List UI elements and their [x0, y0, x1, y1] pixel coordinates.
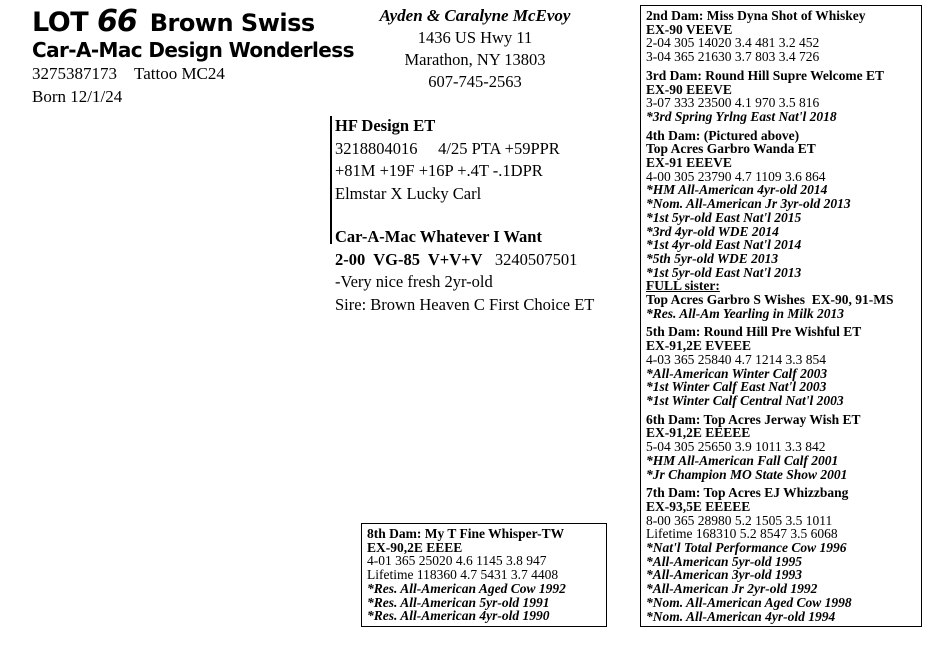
registration-number: 3275387173 [32, 64, 117, 83]
dam-5-honor: *All-American Winter Calf 2003 [646, 365, 828, 381]
dam-4-record: 4-00 305 23790 4.7 1109 3.6 864 [646, 168, 826, 184]
dam-7-honor: *Nom. All-American Aged Cow 1998 [646, 594, 852, 610]
dam-name: Car-A-Mac Whatever I Want [335, 227, 542, 246]
full-sister-name: Top Acres Garbro S Wishes EX-90, 91-MS [646, 292, 894, 308]
dam-2-record: 2-04 305 14020 3.4 481 3.2 452 [646, 35, 820, 51]
dam-8-lifetime: Lifetime 118360 4.7 5431 3.7 4408 [367, 567, 559, 583]
dam-7-score: EX-93,5E EEEEE [646, 498, 751, 514]
dam-6-section [646, 413, 916, 482]
birth-date: Born 12/1/24 [32, 87, 123, 106]
dam-4-score: EX-91 EEEVE [646, 155, 732, 171]
dam-8-honor: *Res. All-American 5yr-old 1991 [367, 594, 550, 610]
dam-5-title: 5th Dam: Round Hill Pre Wishful ET [646, 324, 862, 340]
lot-title [32, 4, 315, 39]
dam-3-section [646, 69, 916, 124]
dam-registration: 3240507501 [494, 249, 578, 269]
dam-7-honor: *All-American Jr 2yr-old 1992 [646, 581, 818, 597]
consignor-phone: 607-745-2563 [428, 72, 522, 91]
dam-3-record: 3-07 333 23500 4.1 970 3.5 816 [646, 95, 820, 111]
dam-4-honor: *5th 5yr-old WDE 2013 [646, 250, 779, 266]
dam-7-honor: *Nat'l Total Performance Cow 1996 [646, 540, 847, 556]
dam-5-score: EX-91,2E EVEEE [646, 338, 752, 354]
dam-8-title: 8th Dam: My T Fine Whisper-TW [367, 526, 565, 541]
dam-line2: Sire: Brown Heaven C First Choice ET [335, 294, 595, 314]
full-sister-honor: *Res. All-Am Yearling in Milk 2013 [646, 305, 845, 321]
tattoo: Tattoo MC24 [134, 64, 225, 83]
eighth-dam-box [361, 523, 607, 627]
consignor-block [360, 5, 590, 93]
dam-4-honor: *Nom. All-American Jr 3yr-old 2013 [646, 196, 851, 212]
consignor-address2: Marathon, NY 13803 [404, 50, 546, 69]
sire-line1: 3218804016 4/25 PTA +59PPR [335, 138, 560, 158]
dam-8-section [367, 527, 601, 623]
dam-4-honor: *1st 4yr-old East Nat'l 2014 [646, 237, 802, 253]
lot-number: 66 [97, 4, 137, 39]
dam-4-honor: *1st 5yr-old East Nat'l 2013 [646, 264, 802, 280]
dam-classification: 2-00 VG-85 V+V+V [335, 249, 483, 269]
consignor-name: Ayden & Caralyne McEvoy [379, 6, 571, 25]
dam-8-score: EX-90,2E EEEE [367, 539, 463, 555]
dam-2-record: 3-04 365 21630 3.7 803 3.4 726 [646, 49, 820, 65]
dam-3-title: 3rd Dam: Round Hill Supre Welcome ET [646, 67, 885, 83]
dam-7-lifetime: Lifetime 168310 5.2 8547 3.5 6068 [646, 526, 838, 542]
sire-name: HF Design ET [335, 116, 436, 135]
dam-6-title: 6th Dam: Top Acres Jerway Wish ET [646, 411, 861, 427]
full-sister-label: FULL sister: [646, 278, 720, 294]
dam-4-honor: *HM All-American 4yr-old 2014 [646, 182, 828, 198]
sire-line3: Elmstar X Lucky Carl [335, 183, 482, 203]
dam-5-honor: *1st Winter Calf Central Nat'l 2003 [646, 392, 844, 408]
dam-2-score: EX-90 VEEVE [646, 21, 733, 37]
dam-8-honor: *Res. All-American Aged Cow 1992 [367, 580, 566, 596]
dam-6-record: 5-04 305 25650 3.9 1011 3.3 842 [646, 439, 826, 455]
dam-7-section [646, 486, 916, 623]
dam-6-score: EX-91,2E EEEEE [646, 425, 751, 441]
dam-6-honor: *HM All-American Fall Calf 2001 [646, 452, 839, 468]
dam-4-title2: Top Acres Garbro Wanda ET [646, 141, 816, 157]
dam-4-title: 4th Dam: (Pictured above) [646, 127, 800, 143]
registration-line [32, 64, 225, 84]
dam-7-honor: *All-American 5yr-old 1995 [646, 553, 802, 569]
dam-class-line [335, 249, 594, 272]
dam-6-honor: *Jr Champion MO State Show 2001 [646, 466, 848, 482]
dam-5-honor: *1st Winter Calf East Nat'l 2003 [646, 379, 827, 395]
dam-2-section [646, 9, 916, 64]
dam-5-section [646, 325, 916, 407]
dam-3-score: EX-90 EEEVE [646, 81, 732, 97]
dam-2-title: 2nd Dam: Miss Dyna Shot of Whiskey [646, 8, 866, 23]
dam-7-title: 7th Dam: Top Acres EJ Whizzbang [646, 485, 849, 501]
dam-7-record: 8-00 365 28980 5.2 1505 3.5 1011 [646, 512, 833, 528]
dam-8-record: 4-01 365 25020 4.6 1145 3.8 947 [367, 553, 547, 569]
dam-block [335, 226, 594, 316]
breed: Brown Swiss [149, 9, 315, 37]
dam-8-honor: *Res. All-American 4yr-old 1990 [367, 608, 550, 624]
animal-name: Car-A-Mac Design Wonderless [32, 38, 354, 62]
pedigree-box [640, 5, 922, 627]
dam-line1: -Very nice fresh 2yr-old [335, 272, 493, 291]
dam-7-honor: *Nom. All-American 4yr-old 1994 [646, 608, 836, 624]
pedigree-bracket [330, 116, 332, 244]
dam-3-honor: *3rd Spring Yrlng East Nat'l 2018 [646, 108, 837, 124]
dam-4-honor: *3rd 4yr-old WDE 2014 [646, 223, 779, 239]
dam-4-honor: *1st 5yr-old East Nat'l 2015 [646, 209, 802, 225]
sire-block [335, 115, 560, 205]
sire-line2: +81M +19F +16P +.4T -.1DPR [335, 161, 543, 180]
dam-5-record: 4-03 365 25840 4.7 1214 3.3 854 [646, 351, 826, 367]
lot-prefix: LOT [32, 7, 89, 38]
dam-4-section [646, 129, 916, 321]
dam-7-honor: *All-American 3yr-old 1993 [646, 567, 802, 583]
consignor-address1: 1436 US Hwy 11 [417, 28, 533, 47]
